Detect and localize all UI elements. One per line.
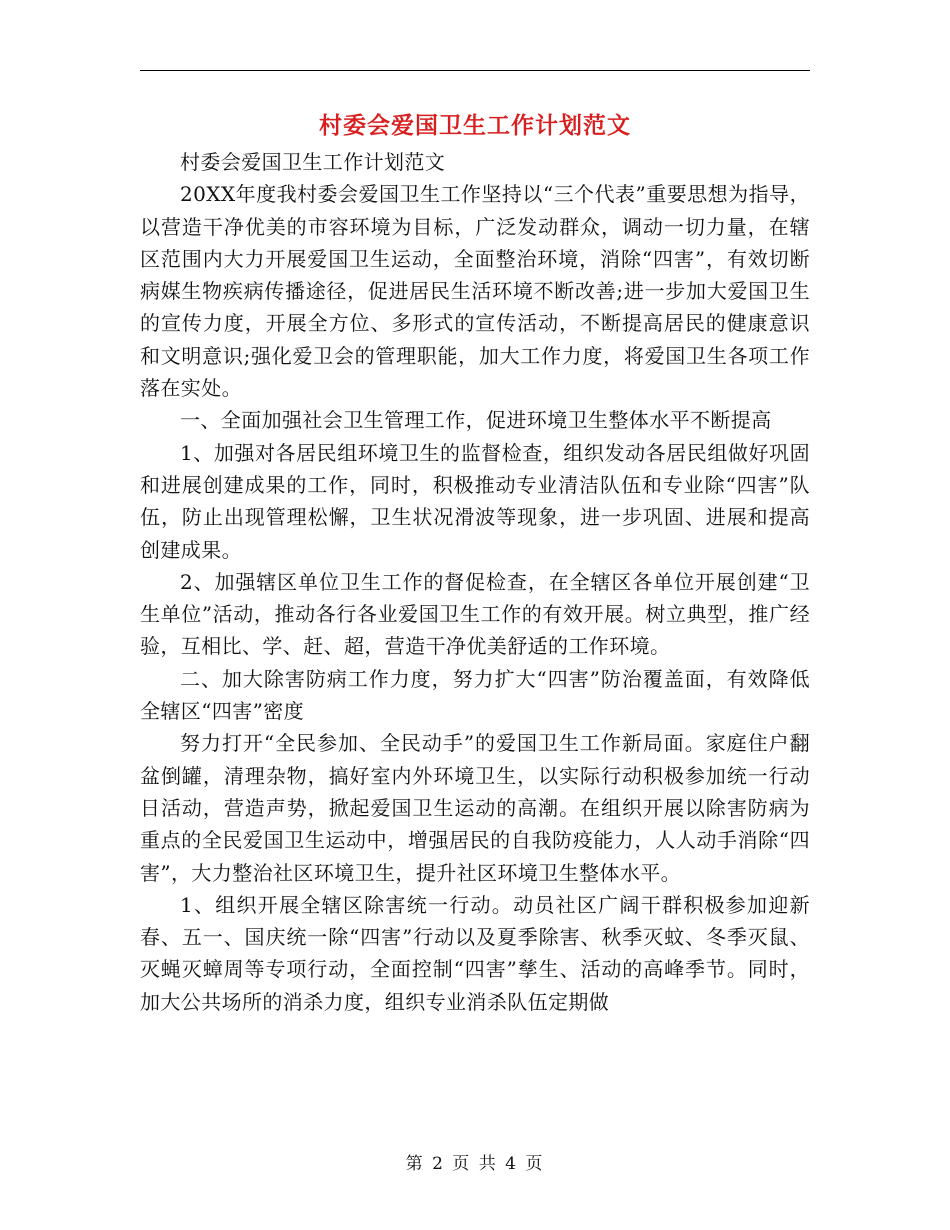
- page-footer: 第 2 页 共 4 页: [405, 1154, 545, 1174]
- paragraph-item-2-1: 1、组织开展全辖区除害统一行动。动员社区广阔干群积极参加迎新春、五一、国庆统一除“四害”行动以及夏季除害、秋季灭蚊、冬季灭鼠、灭蝇灭蟑周等专项行动，全面控制“四害”孳生、活动的高峰季节。同时，加大公共场所的消杀力度，组织专业消杀队伍定期做: [140, 892, 810, 1014]
- paragraph-section-2-intro: 努力打开“全民参加、全民动手”的爱国卫生工作新局面。家庭住户翻盆倒罐，清理杂物，搞好室内外环境卫生，以实际行动积极参加统一行动日活动，营造声势，掀起爱国卫生运动的高潮。在组织开展以除害防病为重点的全民爱国卫生运动中，增强居民的自我防疫能力，人人动手消除“四害”，大力整治社区环境卫生，提升社区环境卫生整体水平。: [140, 731, 810, 885]
- paragraph-item-1-1: 1、加强对各居民组环境卫生的监督检查，组织发动各居民组做好巩固和进展创建成果的工作，同时，积极推动专业清洁队伍和专业除“四害”队伍，防止出现管理松懈，卫生状况滑波等现象，进一步巩固、进展和提高创建成果。: [140, 440, 810, 562]
- document-title: 村委会爱国卫生工作计划范文: [319, 112, 631, 139]
- header-rule: [140, 70, 810, 71]
- document-body: [140, 146, 810, 1018]
- section-heading-2: 二、加大除害防病工作力度，努力扩大“四害”防治覆盖面，有效降低全辖区“四害”密度: [140, 666, 810, 724]
- section-heading-1: 一、全面加强社会卫生管理工作，促进环境卫生整体水平不断提高: [180, 408, 772, 433]
- paragraph-intro: 20XX年度我村委会爱国卫生工作坚持以“三个代表”重要思想为指导，以营造干净优美的市容环境为目标，广泛发动群众，调动一切力量，在辖区范围内大力开展爱国卫生运动，全面整治环境，消除“四害”，有效切断病媒生物疾病传播途径，促进居民生活环境不断改善;进一步加大爱国卫生的宣传力度，开展全方位、多形式的宣传活动，不断提高居民的健康意识和文明意识;强化爱卫会的管理职能，加大工作力度，将爱国卫生各项工作落在实处。: [140, 182, 810, 401]
- paragraph-subtitle: 村委会爱国卫生工作计划范文: [180, 150, 446, 174]
- paragraph-item-1-2: 2、加强辖区单位卫生工作的督促检查，在全辖区各单位开展创建“卫生单位”活动，推动各行各业爱国卫生工作的有效开展。树立典型，推广经验，互相比、学、赶、超，营造干净优美舒适的工作环境。: [140, 569, 810, 659]
